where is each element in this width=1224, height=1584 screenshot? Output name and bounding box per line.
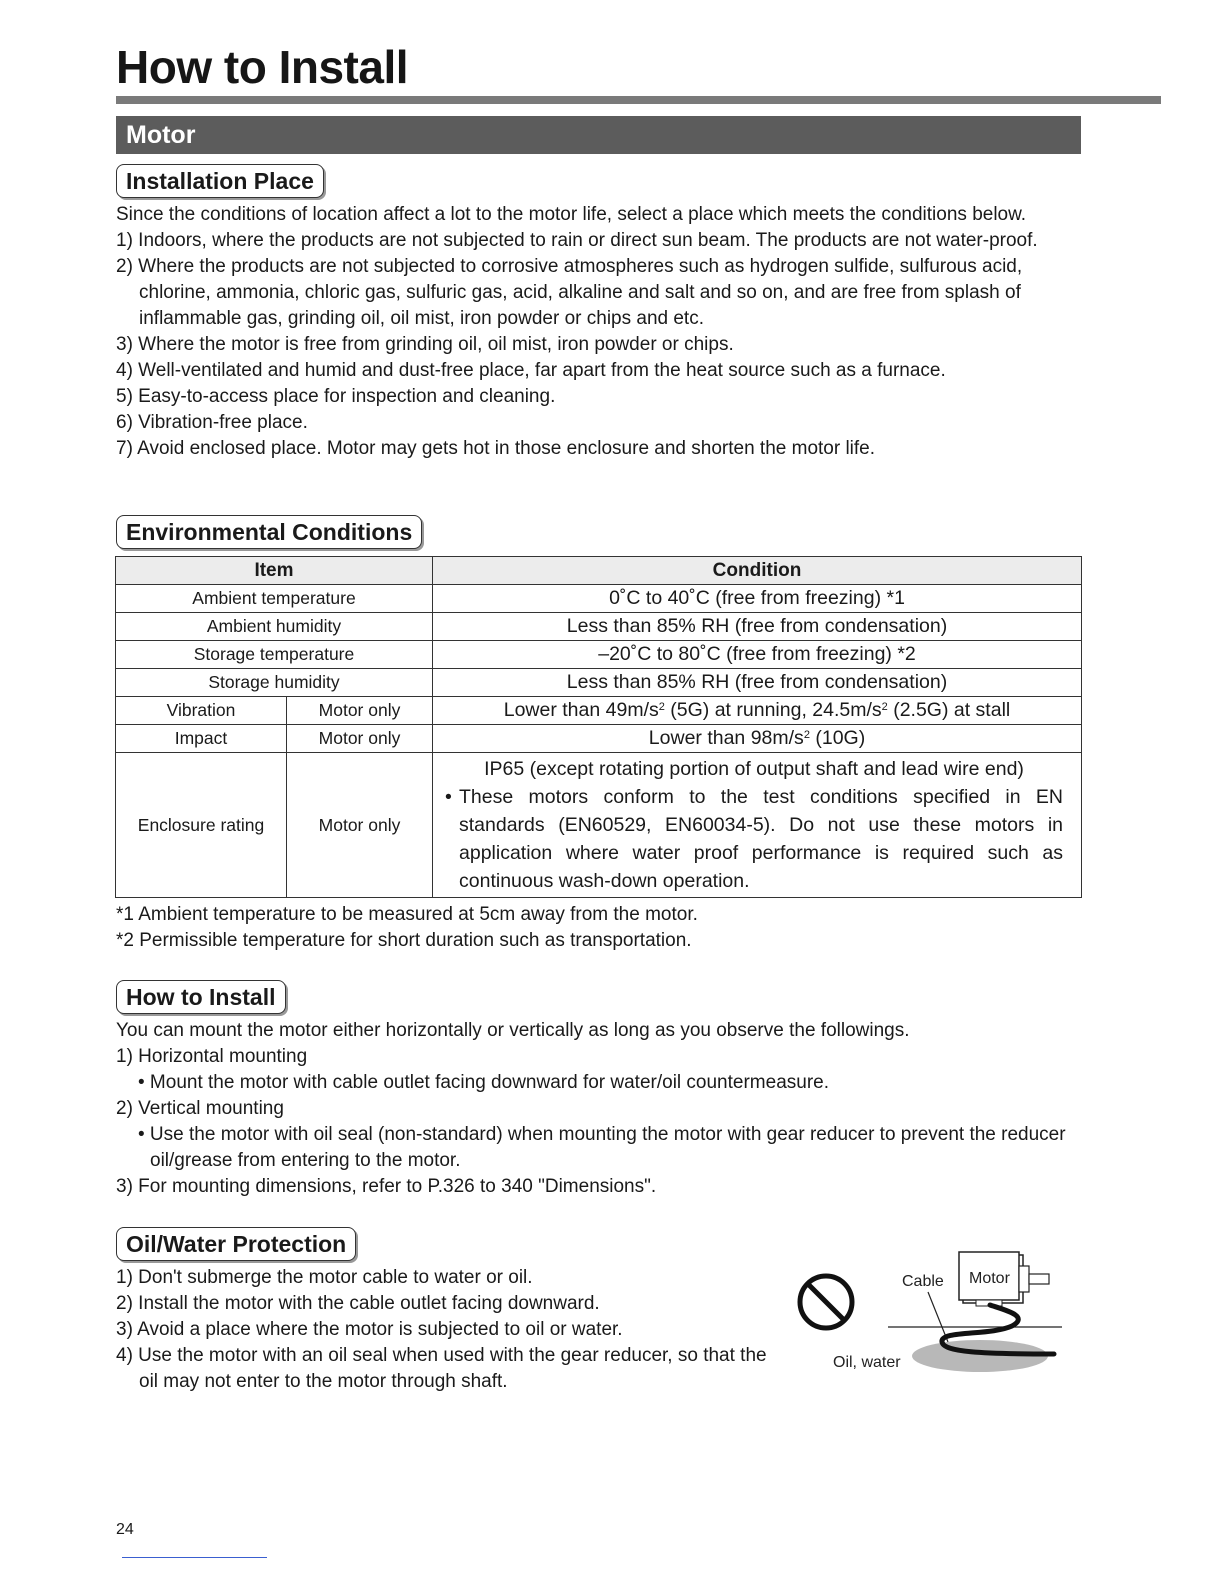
table-row <box>116 585 1082 613</box>
row-item: Ambient temperature <box>116 585 433 613</box>
installation-place-heading: Installation Place <box>116 164 324 198</box>
list-item: 1) Horizontal mounting <box>116 1046 308 1067</box>
list-item: 5) Easy-to-access place for inspection and cleaning. <box>116 386 556 407</box>
list-item: 1) Indoors, where the products are not subjected to rain or direct sun beam. The products are not water-proof. <box>116 230 1038 251</box>
table-row <box>116 697 1082 725</box>
bullet: • <box>445 786 452 808</box>
row-scope: Motor only <box>287 753 433 898</box>
no-symbol-icon <box>800 1276 852 1328</box>
footnote: *2 Permissible temperature for short duration such as transportation. <box>116 930 692 951</box>
oil-water-text <box>116 1265 788 1395</box>
installation-place-text <box>116 202 1086 462</box>
table-row <box>116 641 1082 669</box>
row-item: Ambient humidity <box>116 613 433 641</box>
cond-part: Lower than 49m/s <box>503 699 659 721</box>
list-subitem: • Use the motor with oil seal (non-standard) when mounting the motor with gear reducer to prevent the reducer oil/grease from entering to the motor. <box>138 1124 1066 1171</box>
cond-part: Lower than 98m/s <box>648 727 804 749</box>
list-item: 7) Avoid enclosed place. Motor may gets hot in those enclosure and shorten the motor life. <box>116 438 876 459</box>
list-item: 6) Vibration-free place. <box>116 412 308 433</box>
enclosure-note <box>445 783 1063 895</box>
list-item: 3) Where the motor is free from grinding oil, oil mist, iron powder or chips. <box>116 334 734 355</box>
enclosure-rating-line: IP65 (except rotating portion of output shaft and lead wire end) <box>484 758 1024 780</box>
row-condition <box>433 697 1082 725</box>
row-condition: Less than 85% RH (free from condensation) <box>433 669 1082 697</box>
table-row <box>116 613 1082 641</box>
list-item: 2) Vertical mounting <box>116 1098 284 1119</box>
cable-leader-line <box>928 1292 948 1342</box>
section-header-motor: Motor <box>116 116 1081 154</box>
table-row <box>116 753 1082 898</box>
row-condition: 0˚C to 40˚C (free from freezing) *1 <box>433 585 1082 613</box>
enclosure-note-text: These motors conform to the test conditions specified in EN standards (EN60529, EN60034-5). Do not use these motors in application where water proof performance is required such as continuous wash-down operation. <box>459 786 1063 892</box>
header-item: Item <box>116 557 433 585</box>
oil-water-heading: Oil/Water Protection <box>116 1227 356 1261</box>
list-item: 4) Well-ventilated and humid and dust-free place, far apart from the heat source such as a furnace. <box>116 360 946 381</box>
row-item: Enclosure rating <box>116 753 287 898</box>
page-title: How to Install <box>116 41 408 93</box>
cable-label: Cable <box>902 1273 944 1290</box>
superscript: 2 <box>881 701 888 713</box>
table-header-row <box>116 557 1082 585</box>
environmental-conditions-heading: Environmental Conditions <box>116 515 422 549</box>
row-condition: –20˚C to 80˚C (free from freezing) *2 <box>433 641 1082 669</box>
title-rule <box>116 96 1161 104</box>
row-item: Impact <box>116 725 287 753</box>
table-row <box>116 669 1082 697</box>
row-condition: Less than 85% RH (free from condensation) <box>433 613 1082 641</box>
how-to-install-text <box>116 1018 1076 1200</box>
oil-water-label: Oil, water <box>833 1354 901 1371</box>
footer-link-line <box>122 1557 267 1558</box>
superscript: 2 <box>803 729 810 741</box>
row-condition <box>433 753 1082 898</box>
list-item: 3) Avoid a place where the motor is subjected to oil or water. <box>116 1319 623 1340</box>
page-number: 24 <box>116 1521 134 1538</box>
list-item: 4) Use the motor with an oil seal when used with the gear reducer, so that the oil may not enter to the motor through shaft. <box>116 1345 767 1392</box>
row-scope: Motor only <box>287 697 433 725</box>
footnotes <box>116 902 698 954</box>
row-item: Storage temperature <box>116 641 433 669</box>
cond-part: (5G) at running, 24.5m/s <box>664 699 882 721</box>
motor-label: Motor <box>969 1270 1010 1287</box>
row-item: Vibration <box>116 697 287 725</box>
cond-part: (10G) <box>809 727 866 749</box>
row-item: Storage humidity <box>116 669 433 697</box>
superscript: 2 <box>658 701 665 713</box>
footnote: *1 Ambient temperature to be measured at 5cm away from the motor. <box>116 904 698 925</box>
oil-water-illustration <box>790 1250 1075 1385</box>
list-subitem: • Mount the motor with cable outlet facing downward for water/oil countermeasure. <box>138 1072 829 1093</box>
list-item: 1) Don't submerge the motor cable to water or oil. <box>116 1267 533 1288</box>
list-item: 2) Where the products are not subjected to corrosive atmospheres such as hydrogen sulfide, sulfurous acid, chlorine, ammonia, chloric gas, sulfuric gas, acid, alkaline and salt and so on, and are free from splash of inflammable gas, grinding oil, oil mist, iron powder or chips and etc. <box>116 256 1023 329</box>
how-to-install-heading: How to Install <box>116 980 286 1014</box>
installation-place-intro: Since the conditions of location affect a lot to the motor life, select a place which meets the conditions below. <box>116 204 1027 225</box>
list-item: 2) Install the motor with the cable outlet facing downward. <box>116 1293 600 1314</box>
header-condition: Condition <box>433 557 1082 585</box>
how-to-install-intro: You can mount the motor either horizontally or vertically as long as you observe the followings. <box>116 1020 910 1041</box>
list-item: 3) For mounting dimensions, refer to P.326 to 340 "Dimensions". <box>116 1176 657 1197</box>
row-scope: Motor only <box>287 725 433 753</box>
environmental-conditions-table <box>115 556 1082 898</box>
row-condition <box>433 725 1082 753</box>
table-row <box>116 725 1082 753</box>
cond-part: (2.5G) at stall <box>887 699 1011 721</box>
